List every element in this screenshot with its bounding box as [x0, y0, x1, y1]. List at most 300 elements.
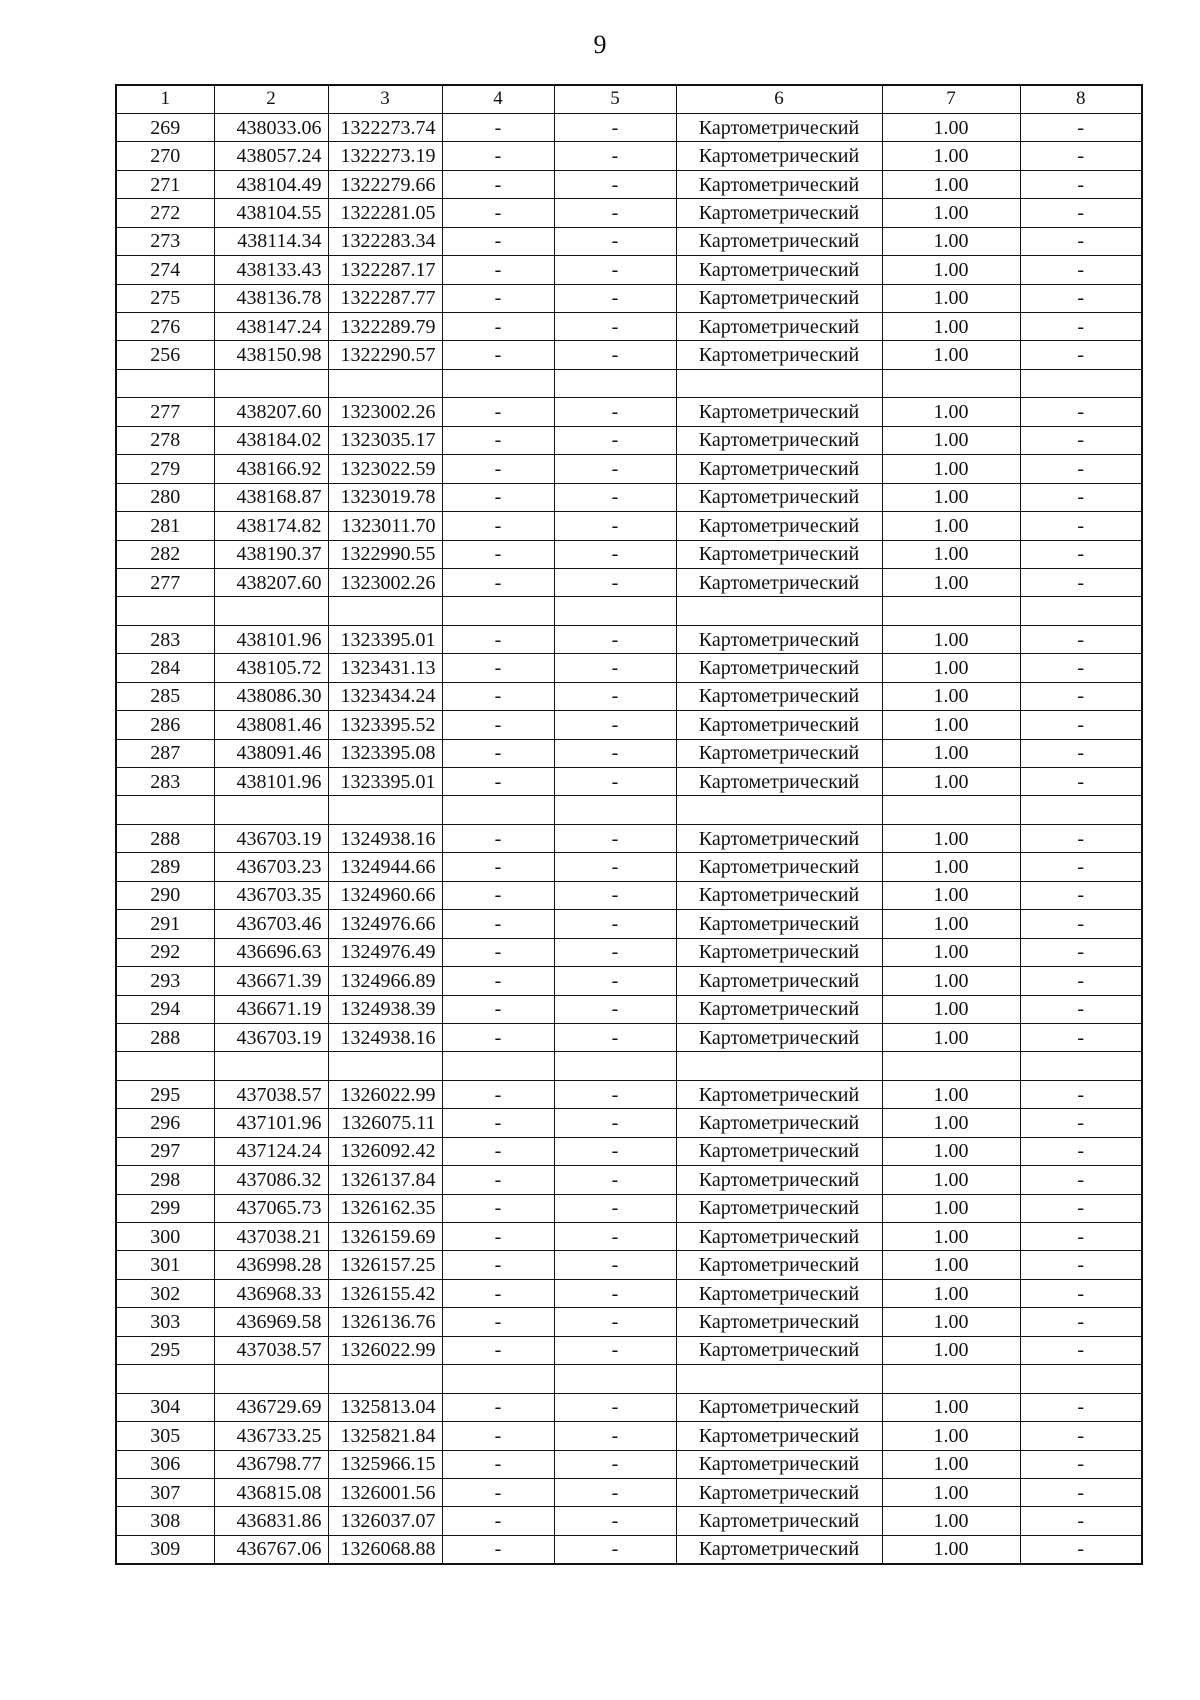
- table-cell: 1324938.16: [328, 1023, 442, 1051]
- table-cell: -: [442, 1223, 554, 1251]
- table-cell: Картометрический: [676, 910, 882, 938]
- table-cell: 1.00: [882, 483, 1020, 511]
- table-cell: Картометрический: [676, 142, 882, 170]
- table-cell: Картометрический: [676, 1166, 882, 1194]
- column-header: 8: [1020, 85, 1142, 113]
- table-cell: 1326137.84: [328, 1166, 442, 1194]
- table-cell: -: [1020, 1137, 1142, 1165]
- table-cell: 1324944.66: [328, 853, 442, 881]
- table-cell: -: [442, 540, 554, 568]
- table-cell: 1.00: [882, 1507, 1020, 1535]
- separator-row: [116, 796, 1142, 824]
- table-cell: 300: [116, 1223, 214, 1251]
- table-cell: -: [554, 455, 676, 483]
- table-cell: 1326136.76: [328, 1308, 442, 1336]
- table-cell: 1.00: [882, 1223, 1020, 1251]
- table-cell: -: [554, 1166, 676, 1194]
- table-cell: 303: [116, 1308, 214, 1336]
- table-cell: Картометрический: [676, 1137, 882, 1165]
- empty-cell: [1020, 369, 1142, 397]
- empty-cell: [554, 1365, 676, 1393]
- table-cell: 1.00: [882, 1478, 1020, 1506]
- table-cell: Картометрический: [676, 1450, 882, 1478]
- table-row: [116, 938, 1142, 966]
- table-cell: -: [554, 853, 676, 881]
- table-cell: 1.00: [882, 455, 1020, 483]
- table-cell: -: [554, 1507, 676, 1535]
- table-cell: Картометрический: [676, 881, 882, 909]
- table-row: [116, 426, 1142, 454]
- table-cell: 1.00: [882, 398, 1020, 426]
- table-cell: 291: [116, 910, 214, 938]
- table-cell: 284: [116, 654, 214, 682]
- table-cell: 438091.46: [214, 739, 328, 767]
- table-cell: 296: [116, 1109, 214, 1137]
- table-cell: 436998.28: [214, 1251, 328, 1279]
- table-cell: -: [442, 1336, 554, 1364]
- table-cell: 1322279.66: [328, 170, 442, 198]
- table-cell: 1.00: [882, 768, 1020, 796]
- header-row: [116, 85, 1142, 113]
- table-cell: -: [442, 1023, 554, 1051]
- table-cell: Картометрический: [676, 625, 882, 653]
- table-cell: 436703.46: [214, 910, 328, 938]
- table-cell: 1.00: [882, 1080, 1020, 1108]
- table-cell: 1324966.89: [328, 967, 442, 995]
- table-cell: 1.00: [882, 227, 1020, 255]
- table-cell: 438104.49: [214, 170, 328, 198]
- table-cell: 306: [116, 1450, 214, 1478]
- table-cell: 437038.57: [214, 1336, 328, 1364]
- table-cell: Картометрический: [676, 1393, 882, 1421]
- table-cell: -: [442, 739, 554, 767]
- table-cell: -: [554, 199, 676, 227]
- table-cell: 304: [116, 1393, 214, 1421]
- table-cell: 1.00: [882, 512, 1020, 540]
- table-cell: 1.00: [882, 170, 1020, 198]
- empty-cell: [676, 1052, 882, 1080]
- table-cell: 1326022.99: [328, 1336, 442, 1364]
- column-header: 2: [214, 85, 328, 113]
- table-cell: 298: [116, 1166, 214, 1194]
- table-cell: -: [442, 910, 554, 938]
- table-cell: -: [442, 853, 554, 881]
- table-cell: 278: [116, 426, 214, 454]
- table-cell: -: [554, 1223, 676, 1251]
- table-row: [116, 1137, 1142, 1165]
- table-cell: -: [442, 967, 554, 995]
- table-row: [116, 512, 1142, 540]
- table-row: [116, 1223, 1142, 1251]
- table-cell: -: [554, 1109, 676, 1137]
- table-cell: -: [442, 824, 554, 852]
- empty-cell: [676, 597, 882, 625]
- table-row: [116, 910, 1142, 938]
- table-row: [116, 1251, 1142, 1279]
- table-cell: 1323395.01: [328, 768, 442, 796]
- table-cell: -: [554, 256, 676, 284]
- table-cell: 1.00: [882, 1279, 1020, 1307]
- empty-cell: [116, 1052, 214, 1080]
- table-cell: 281: [116, 512, 214, 540]
- table-row: [116, 256, 1142, 284]
- table-cell: -: [554, 1422, 676, 1450]
- table-cell: 438168.87: [214, 483, 328, 511]
- table-cell: 1322990.55: [328, 540, 442, 568]
- table-cell: 1.00: [882, 341, 1020, 369]
- table-cell: Картометрический: [676, 113, 882, 141]
- table-cell: -: [1020, 1535, 1142, 1563]
- table-row: [116, 995, 1142, 1023]
- table-cell: -: [554, 739, 676, 767]
- table-cell: 437101.96: [214, 1109, 328, 1137]
- empty-cell: [328, 369, 442, 397]
- table-cell: 1325821.84: [328, 1422, 442, 1450]
- table-cell: Картометрический: [676, 1109, 882, 1137]
- table-cell: -: [1020, 1507, 1142, 1535]
- table-row: [116, 398, 1142, 426]
- table-cell: 436815.08: [214, 1478, 328, 1506]
- table-row: [116, 313, 1142, 341]
- table-cell: 299: [116, 1194, 214, 1222]
- table-cell: 436733.25: [214, 1422, 328, 1450]
- table-cell: -: [1020, 967, 1142, 995]
- table-cell: 1.00: [882, 256, 1020, 284]
- table-cell: 1323002.26: [328, 568, 442, 596]
- table-cell: Картометрический: [676, 711, 882, 739]
- table-cell: 438184.02: [214, 426, 328, 454]
- table-cell: -: [1020, 455, 1142, 483]
- table-cell: 1323395.52: [328, 711, 442, 739]
- table-cell: 1.00: [882, 1450, 1020, 1478]
- table-cell: Картометрический: [676, 512, 882, 540]
- table-cell: 1.00: [882, 1535, 1020, 1563]
- empty-cell: [676, 1365, 882, 1393]
- table-cell: 438081.46: [214, 711, 328, 739]
- table-row: [116, 654, 1142, 682]
- table-cell: -: [1020, 483, 1142, 511]
- table-body: [116, 85, 1142, 1564]
- table-cell: -: [554, 142, 676, 170]
- table-cell: 436798.77: [214, 1450, 328, 1478]
- table-cell: 1324938.39: [328, 995, 442, 1023]
- table-cell: -: [1020, 227, 1142, 255]
- table-cell: 1.00: [882, 540, 1020, 568]
- table-cell: Картометрический: [676, 1336, 882, 1364]
- table-cell: -: [554, 341, 676, 369]
- table-row: [116, 1422, 1142, 1450]
- table-cell: -: [1020, 1279, 1142, 1307]
- table-cell: 436703.19: [214, 824, 328, 852]
- table-cell: -: [554, 654, 676, 682]
- table-cell: 1.00: [882, 682, 1020, 710]
- table-cell: -: [554, 1535, 676, 1563]
- table-cell: -: [442, 512, 554, 540]
- table-cell: Картометрический: [676, 455, 882, 483]
- table-cell: -: [554, 227, 676, 255]
- table-cell: 280: [116, 483, 214, 511]
- table-cell: 1326075.11: [328, 1109, 442, 1137]
- table-cell: 295: [116, 1336, 214, 1364]
- empty-cell: [214, 1052, 328, 1080]
- table-cell: -: [554, 967, 676, 995]
- table-cell: Картометрический: [676, 768, 882, 796]
- table-cell: 1.00: [882, 313, 1020, 341]
- table-cell: Картометрический: [676, 568, 882, 596]
- table-row: [116, 739, 1142, 767]
- table-cell: Картометрический: [676, 170, 882, 198]
- table-cell: -: [1020, 824, 1142, 852]
- table-cell: -: [442, 1308, 554, 1336]
- table-cell: 305: [116, 1422, 214, 1450]
- table-cell: 1.00: [882, 1308, 1020, 1336]
- table-cell: Картометрический: [676, 1478, 882, 1506]
- empty-cell: [214, 1365, 328, 1393]
- table-cell: 1.00: [882, 824, 1020, 852]
- table-cell: -: [1020, 142, 1142, 170]
- table-cell: 436703.35: [214, 881, 328, 909]
- empty-cell: [442, 1052, 554, 1080]
- table-cell: 283: [116, 768, 214, 796]
- coordinates-table: [115, 84, 1143, 1565]
- table-cell: 438190.37: [214, 540, 328, 568]
- table-cell: 285: [116, 682, 214, 710]
- table-cell: 1.00: [882, 625, 1020, 653]
- table-cell: 438166.92: [214, 455, 328, 483]
- empty-cell: [882, 597, 1020, 625]
- table-cell: 437065.73: [214, 1194, 328, 1222]
- table-cell: 1326068.88: [328, 1535, 442, 1563]
- table-cell: -: [442, 682, 554, 710]
- table-cell: 307: [116, 1478, 214, 1506]
- table-cell: -: [1020, 910, 1142, 938]
- table-cell: -: [554, 824, 676, 852]
- table-cell: -: [442, 1450, 554, 1478]
- table-cell: -: [442, 1535, 554, 1563]
- table-cell: Картометрический: [676, 1251, 882, 1279]
- table-cell: -: [554, 483, 676, 511]
- empty-cell: [554, 1052, 676, 1080]
- table-cell: 302: [116, 1279, 214, 1307]
- table-cell: 436703.19: [214, 1023, 328, 1051]
- table-cell: 438136.78: [214, 284, 328, 312]
- table-cell: -: [442, 654, 554, 682]
- table-cell: -: [442, 455, 554, 483]
- table-cell: 438033.06: [214, 113, 328, 141]
- table-cell: 1.00: [882, 426, 1020, 454]
- table-cell: 295: [116, 1080, 214, 1108]
- table-cell: 1326001.56: [328, 1478, 442, 1506]
- empty-cell: [554, 369, 676, 397]
- table-cell: Картометрический: [676, 1023, 882, 1051]
- table-cell: 283: [116, 625, 214, 653]
- table-cell: 1.00: [882, 1137, 1020, 1165]
- table-cell: 1322283.34: [328, 227, 442, 255]
- table-cell: 1323035.17: [328, 426, 442, 454]
- table-cell: 438147.24: [214, 313, 328, 341]
- table-cell: 1.00: [882, 739, 1020, 767]
- table-row: [116, 1194, 1142, 1222]
- table-cell: -: [554, 1251, 676, 1279]
- table-row: [116, 1478, 1142, 1506]
- table-cell: -: [1020, 1422, 1142, 1450]
- table-row: [116, 967, 1142, 995]
- table-cell: 1.00: [882, 1422, 1020, 1450]
- empty-cell: [1020, 597, 1142, 625]
- table-cell: -: [442, 768, 554, 796]
- table-cell: -: [1020, 512, 1142, 540]
- table-cell: 438150.98: [214, 341, 328, 369]
- table-cell: 1325813.04: [328, 1393, 442, 1421]
- table-cell: -: [442, 1166, 554, 1194]
- table-cell: Картометрический: [676, 1223, 882, 1251]
- table-cell: -: [442, 625, 554, 653]
- table-cell: -: [1020, 1393, 1142, 1421]
- table-cell: Картометрический: [676, 341, 882, 369]
- table-cell: -: [1020, 341, 1142, 369]
- table-cell: 274: [116, 256, 214, 284]
- table-cell: -: [442, 1279, 554, 1307]
- table-cell: -: [1020, 426, 1142, 454]
- table-cell: -: [1020, 853, 1142, 881]
- separator-row: [116, 1365, 1142, 1393]
- table-cell: Картометрический: [676, 853, 882, 881]
- table-cell: 1323002.26: [328, 398, 442, 426]
- table-cell: -: [1020, 1194, 1142, 1222]
- table-cell: -: [1020, 170, 1142, 198]
- table-cell: 287: [116, 739, 214, 767]
- table-row: [116, 625, 1142, 653]
- table-cell: 1323395.01: [328, 625, 442, 653]
- column-header: 1: [116, 85, 214, 113]
- table-cell: 1322289.79: [328, 313, 442, 341]
- table-cell: 436767.06: [214, 1535, 328, 1563]
- table-cell: 438104.55: [214, 199, 328, 227]
- table-row: [116, 824, 1142, 852]
- page-number: 9: [593, 30, 607, 59]
- empty-cell: [442, 597, 554, 625]
- table-cell: 297: [116, 1137, 214, 1165]
- column-header: 5: [554, 85, 676, 113]
- table-cell: -: [442, 227, 554, 255]
- table-cell: 1.00: [882, 967, 1020, 995]
- table-cell: 270: [116, 142, 214, 170]
- separator-row: [116, 597, 1142, 625]
- table-cell: 275: [116, 284, 214, 312]
- table-cell: -: [442, 1251, 554, 1279]
- table-cell: -: [1020, 284, 1142, 312]
- table-cell: -: [554, 1194, 676, 1222]
- table-cell: 276: [116, 313, 214, 341]
- table-row: [116, 142, 1142, 170]
- table-cell: 1324960.66: [328, 881, 442, 909]
- empty-cell: [882, 796, 1020, 824]
- empty-cell: [554, 796, 676, 824]
- table-cell: 438114.34: [214, 227, 328, 255]
- table-cell: 1325966.15: [328, 1450, 442, 1478]
- table-row: [116, 199, 1142, 227]
- table-cell: 1.00: [882, 881, 1020, 909]
- table-cell: 436968.33: [214, 1279, 328, 1307]
- table-row: [116, 1109, 1142, 1137]
- table-cell: 1.00: [882, 113, 1020, 141]
- table-row: [116, 1279, 1142, 1307]
- table-row: [116, 711, 1142, 739]
- table-cell: 1.00: [882, 995, 1020, 1023]
- table-cell: Картометрический: [676, 739, 882, 767]
- table-cell: -: [1020, 881, 1142, 909]
- table-cell: 1.00: [882, 1023, 1020, 1051]
- table-cell: -: [442, 1507, 554, 1535]
- table-cell: -: [1020, 398, 1142, 426]
- table-cell: -: [442, 568, 554, 596]
- table-cell: -: [442, 341, 554, 369]
- table-cell: 436671.39: [214, 967, 328, 995]
- table-cell: 290: [116, 881, 214, 909]
- table-cell: -: [442, 881, 554, 909]
- table-cell: Картометрический: [676, 284, 882, 312]
- table-cell: 309: [116, 1535, 214, 1563]
- empty-cell: [554, 597, 676, 625]
- table-cell: Картометрический: [676, 1535, 882, 1563]
- table-row: [116, 341, 1142, 369]
- table-cell: -: [442, 142, 554, 170]
- table-cell: Картометрический: [676, 1194, 882, 1222]
- table-cell: -: [554, 1279, 676, 1307]
- table-cell: 438101.96: [214, 768, 328, 796]
- empty-cell: [676, 796, 882, 824]
- table-cell: 1.00: [882, 1109, 1020, 1137]
- table-cell: Картометрический: [676, 256, 882, 284]
- table-cell: Картометрический: [676, 1422, 882, 1450]
- table-cell: 1323022.59: [328, 455, 442, 483]
- empty-cell: [328, 1365, 442, 1393]
- empty-cell: [676, 369, 882, 397]
- table-cell: Картометрический: [676, 682, 882, 710]
- table-cell: 1324976.66: [328, 910, 442, 938]
- table-cell: 436696.63: [214, 938, 328, 966]
- table-cell: -: [1020, 938, 1142, 966]
- table-row: [116, 1080, 1142, 1108]
- table-row: [116, 1166, 1142, 1194]
- table-cell: 1.00: [882, 654, 1020, 682]
- table-cell: Картометрический: [676, 654, 882, 682]
- table-cell: -: [554, 711, 676, 739]
- table-cell: 437038.21: [214, 1223, 328, 1251]
- table-cell: Картометрический: [676, 227, 882, 255]
- table-cell: 1323011.70: [328, 512, 442, 540]
- empty-cell: [442, 369, 554, 397]
- table-cell: -: [554, 682, 676, 710]
- table-cell: 436969.58: [214, 1308, 328, 1336]
- table-cell: -: [554, 398, 676, 426]
- table-cell: 438133.43: [214, 256, 328, 284]
- table-row: [116, 227, 1142, 255]
- table-cell: -: [1020, 1308, 1142, 1336]
- table-cell: -: [1020, 711, 1142, 739]
- empty-cell: [882, 1052, 1020, 1080]
- table-row: [116, 853, 1142, 881]
- table-cell: 1324976.49: [328, 938, 442, 966]
- table-cell: -: [442, 1080, 554, 1108]
- table-cell: -: [1020, 568, 1142, 596]
- table-cell: 1326155.42: [328, 1279, 442, 1307]
- empty-cell: [1020, 1052, 1142, 1080]
- table-cell: 1.00: [882, 910, 1020, 938]
- table-cell: -: [554, 568, 676, 596]
- table-cell: -: [442, 1422, 554, 1450]
- table-cell: -: [554, 512, 676, 540]
